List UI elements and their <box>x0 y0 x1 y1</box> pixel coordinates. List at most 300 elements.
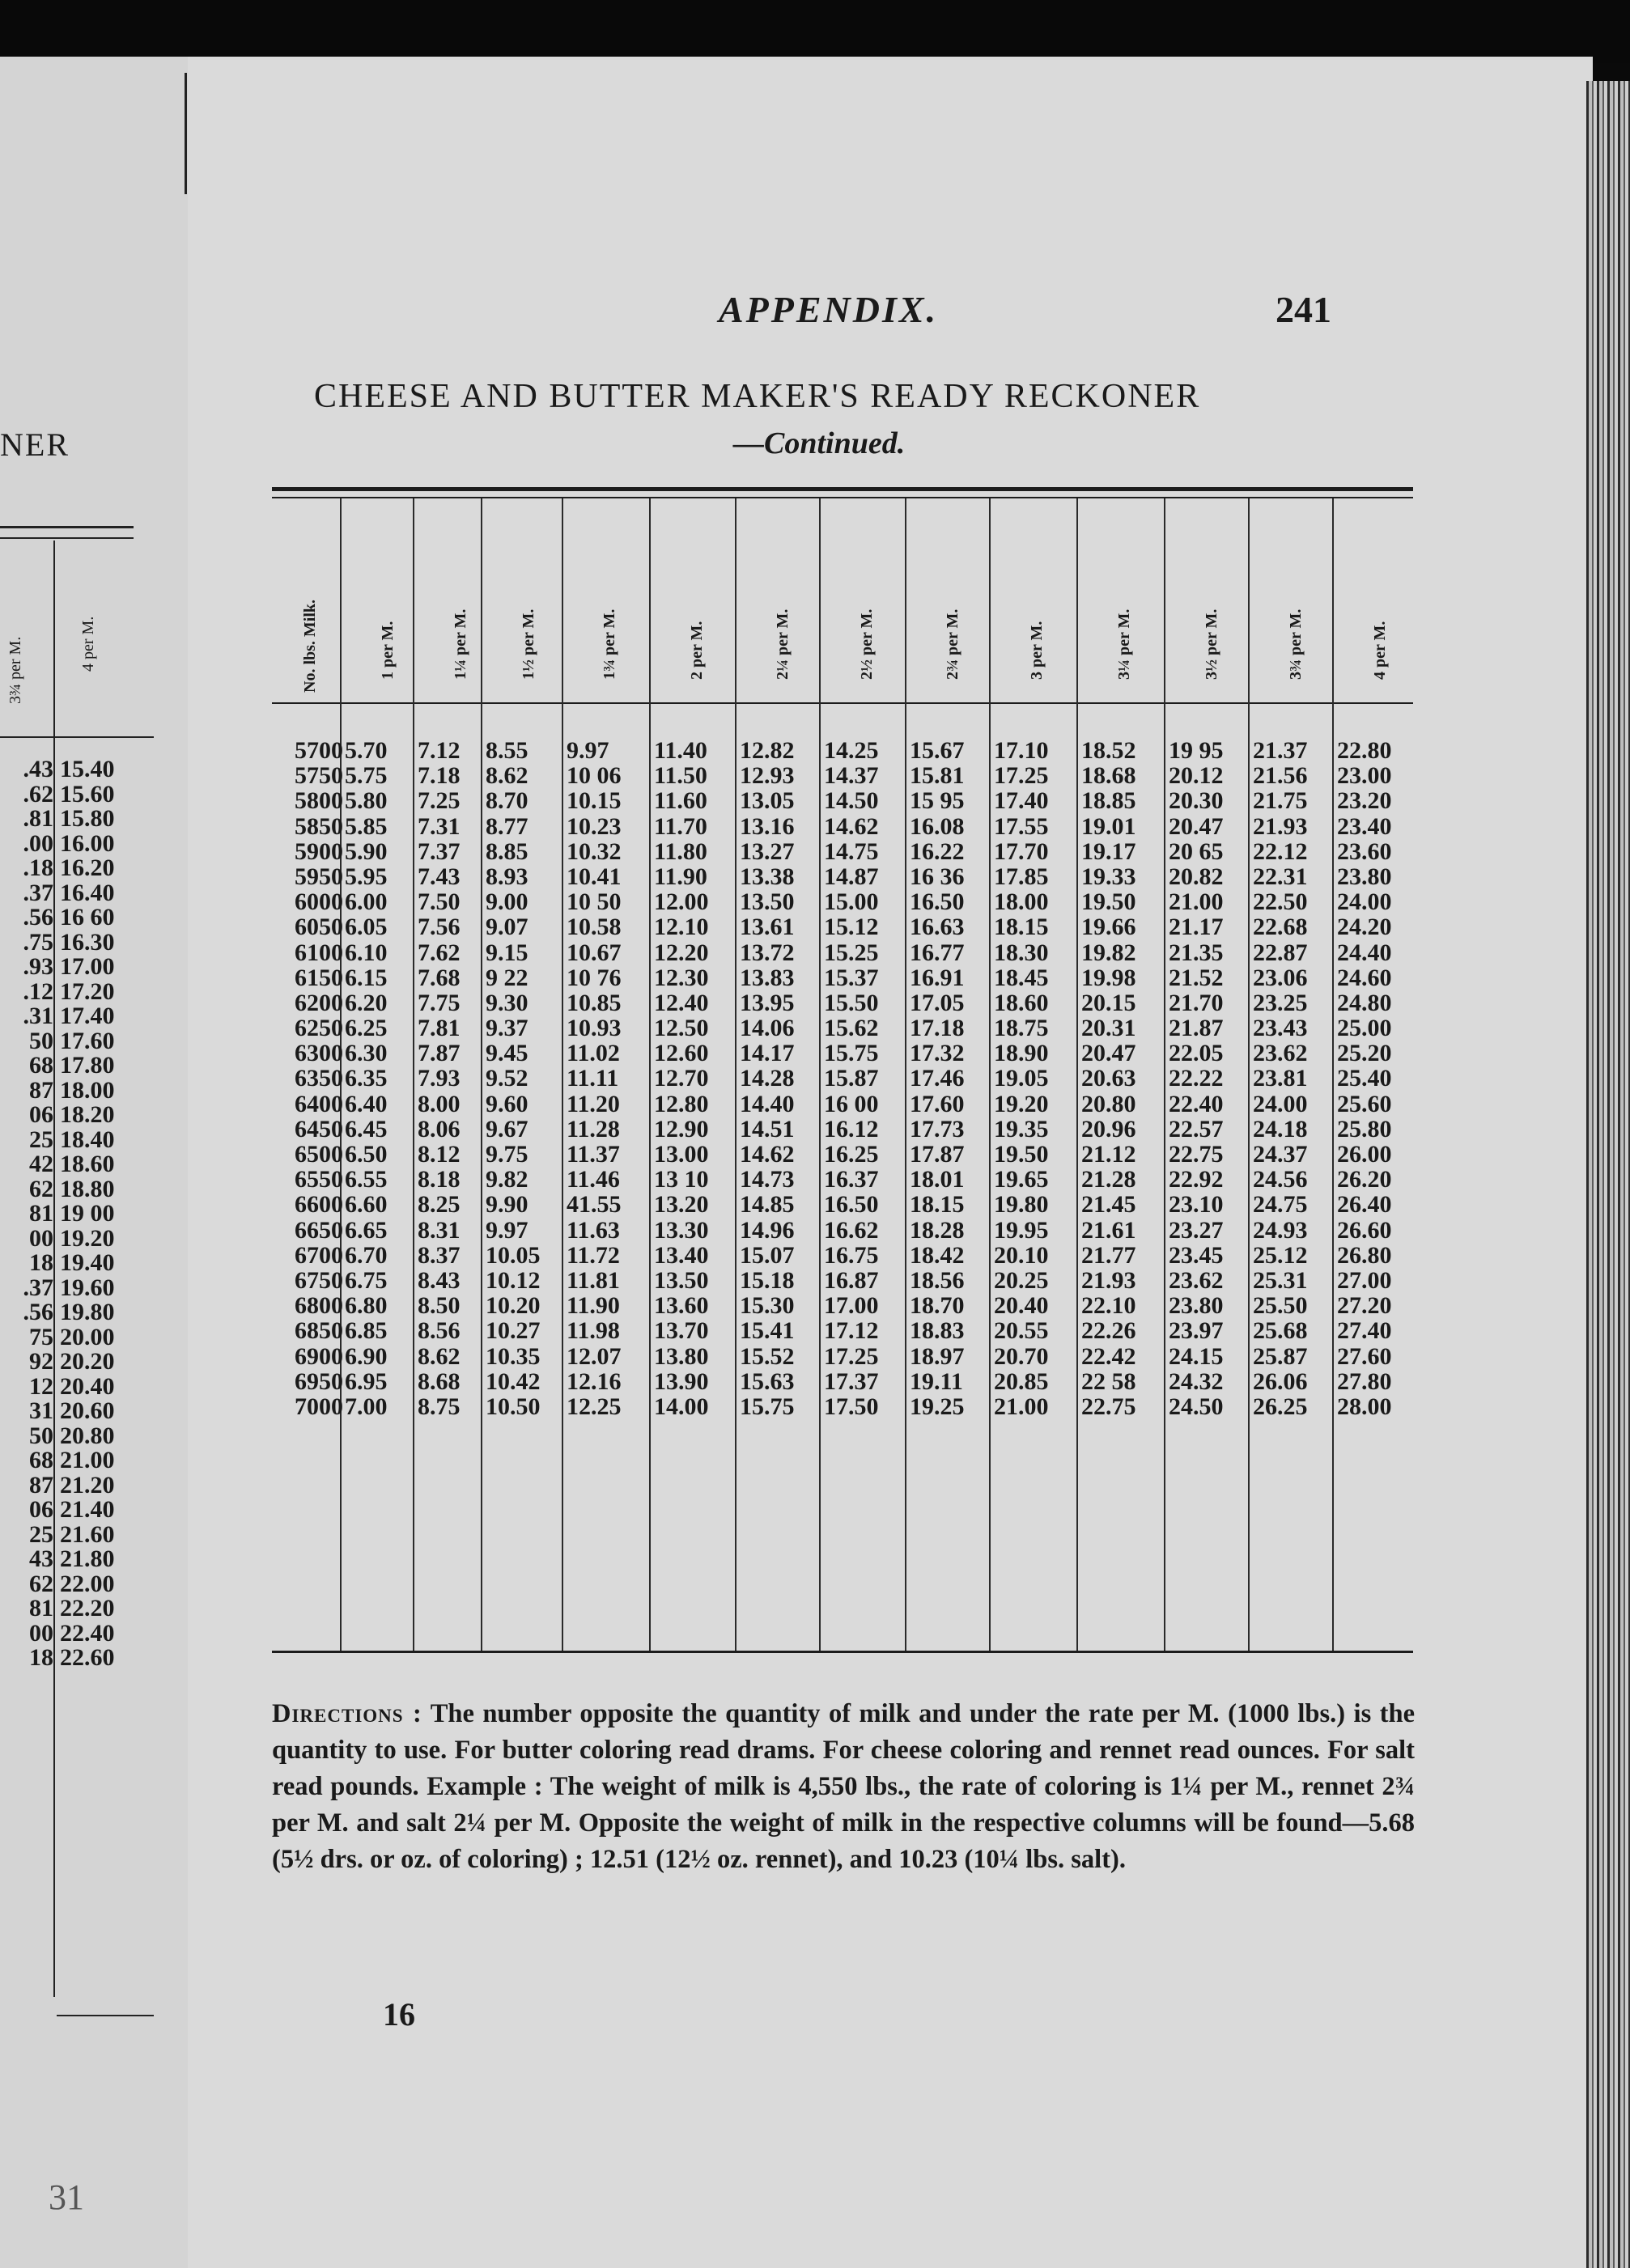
table-cell: 18.00 <box>994 888 1049 916</box>
table-cell: 11.72 <box>567 1241 620 1269</box>
column-header: 2¼ per M. <box>774 608 792 680</box>
table-cell: 13.40 <box>654 1241 709 1269</box>
table-cell: 23.25 <box>1253 989 1308 1016</box>
table-cell: 19.35 <box>994 1115 1049 1142</box>
table-cell: 13.50 <box>740 888 795 916</box>
table-cell: 20.10 <box>994 1241 1049 1269</box>
table-cell: 12.16 <box>567 1367 622 1395</box>
left-page-cell: 50 <box>29 1027 53 1054</box>
table-cell: 5900 <box>295 837 343 865</box>
column-header: No. lbs. Milk. <box>301 599 319 693</box>
table-cell: 18.15 <box>910 1191 965 1219</box>
left-page-cell: 17.20 <box>60 977 115 1005</box>
table-cell: 6.85 <box>345 1317 388 1345</box>
directions-lead: Directions : <box>272 1699 422 1728</box>
table-cell: 23.27 <box>1169 1216 1224 1244</box>
left-page-cell: 12 <box>29 1372 53 1400</box>
table-cell: 25.80 <box>1337 1115 1392 1142</box>
table-cell: 6850 <box>295 1317 343 1345</box>
table-cell: 9.97 <box>486 1216 528 1244</box>
column-header: 3½ per M. <box>1203 608 1220 680</box>
table-cell: 8.55 <box>486 737 528 764</box>
left-page-cell: 20.20 <box>60 1348 115 1375</box>
table-cell: 17.25 <box>824 1342 879 1370</box>
table-cell: 10.12 <box>486 1266 541 1294</box>
table-column-c3h <box>1169 738 1250 1419</box>
table-cell: 18.45 <box>994 964 1049 991</box>
table-cell: 23.97 <box>1169 1317 1224 1345</box>
table-cell: 5.80 <box>345 787 388 815</box>
table-column-c2q <box>740 738 822 1419</box>
table-cell: 6.00 <box>345 888 388 916</box>
table-cell: 18.52 <box>1081 737 1136 764</box>
table-cell: 27.00 <box>1337 1266 1392 1294</box>
table-cell: 6.70 <box>345 1241 388 1269</box>
table-cell: 22.75 <box>1081 1393 1136 1420</box>
left-page-cell: 81 <box>29 1200 53 1227</box>
left-page-column-b <box>60 757 165 1671</box>
table-cell: 22.05 <box>1169 1040 1224 1067</box>
table-cell: 9.52 <box>486 1065 528 1092</box>
table-cell: 6700 <box>295 1241 343 1269</box>
table-cell: 16.50 <box>910 888 965 916</box>
table-cell: 5.90 <box>345 837 388 865</box>
table-cell: 25.31 <box>1253 1266 1308 1294</box>
table-cell: 21.77 <box>1081 1241 1136 1269</box>
table-cell: 16.62 <box>824 1216 879 1244</box>
table-cell: 16.08 <box>910 812 965 840</box>
table-cell: 26.25 <box>1253 1393 1308 1420</box>
left-page-cell: 17.60 <box>60 1027 115 1054</box>
left-page-column-rule <box>53 541 55 1997</box>
table-cell: 9.97 <box>567 737 609 764</box>
table-cell: 6.35 <box>345 1065 388 1092</box>
left-page-mark: 31 <box>49 2177 84 2217</box>
table-cell: 9.82 <box>486 1166 528 1193</box>
table-cell: 27.20 <box>1337 1292 1392 1320</box>
table-cell: 6.30 <box>345 1040 388 1067</box>
table-cell: 19.05 <box>994 1065 1049 1092</box>
left-page-cell: 18 <box>29 1644 53 1671</box>
table-cell: 12.82 <box>740 737 795 764</box>
table-cell: 14.37 <box>824 762 879 790</box>
table-cell: 18.42 <box>910 1241 965 1269</box>
left-page-cell: 00 <box>29 1619 53 1647</box>
table-cell: 13.27 <box>740 837 795 865</box>
left-page-cell: 68 <box>29 1052 53 1079</box>
table-cell: 19.80 <box>994 1191 1049 1219</box>
table-cell: 24.15 <box>1169 1342 1224 1370</box>
table-column-c4 <box>1337 738 1410 1419</box>
table-cell: 10.20 <box>486 1292 541 1320</box>
table-cell: 15.37 <box>824 964 879 991</box>
table-cell: 24.50 <box>1169 1393 1224 1420</box>
table-cell: 7.62 <box>418 939 461 966</box>
table-cell: 28.00 <box>1337 1393 1392 1420</box>
table-cell: 11.40 <box>654 737 707 764</box>
table-cell: 6.50 <box>345 1141 388 1168</box>
left-col-header-b: 4 per M. <box>79 616 97 672</box>
left-page-cell: .12 <box>23 977 53 1005</box>
table-cell: 9.75 <box>486 1141 528 1168</box>
directions-body: The number opposite the quantity of milk and under the rate per M. (1000 lbs.) is the quantity to use. For butter coloring read drams. For cheese coloring and rennet read ounces. For salt read pounds. Example : The weight of milk is 4,550 lbs., the rate of coloring is 1¼ per M., rennet 2¾ per M. and salt 2¼ per M. Opposite the weight of milk in the respective columns will be found—5.68 (5½ drs. or oz. of coloring) ; 12.51 (12½ oz. rennet), and 10.23 (10¼ lbs. salt). <box>272 1699 1415 1874</box>
left-page-cell: 19 00 <box>60 1200 115 1227</box>
table-cell: 23.45 <box>1169 1241 1224 1269</box>
table-cell: 5.75 <box>345 762 388 790</box>
table-column-c1q <box>418 738 482 1419</box>
table-cell: 14.28 <box>740 1065 795 1092</box>
table-cell: 23.80 <box>1337 863 1392 890</box>
left-page-cell: 21.20 <box>60 1471 115 1499</box>
left-page-cell: 19.20 <box>60 1224 115 1252</box>
table-cell: 22.68 <box>1253 914 1308 941</box>
table-cell: 20.82 <box>1169 863 1224 890</box>
table-cell: 6750 <box>295 1266 343 1294</box>
table-cell: 17.12 <box>824 1317 879 1345</box>
left-page-cell: .56 <box>23 904 53 931</box>
table-cell: 11.60 <box>654 787 707 815</box>
table-cell: 22.22 <box>1169 1065 1224 1092</box>
table-cell: 17.25 <box>994 762 1049 790</box>
table-cell: 14.75 <box>824 837 879 865</box>
left-page-cell: 19.60 <box>60 1274 115 1301</box>
table-cell: 16.37 <box>824 1166 879 1193</box>
table-cell: 25.60 <box>1337 1090 1392 1117</box>
left-page-cell: 16.00 <box>60 829 115 857</box>
table-cell: 8.06 <box>418 1115 461 1142</box>
table-cell: 24.32 <box>1169 1367 1224 1395</box>
table-cell: 15.81 <box>910 762 965 790</box>
table-cell: 6050 <box>295 914 343 941</box>
table-cell: 24.00 <box>1337 888 1392 916</box>
table-cell: 9.30 <box>486 989 528 1016</box>
left-page-cell: 15.40 <box>60 756 115 782</box>
table-cell: 10 50 <box>567 888 622 916</box>
table-cell: 22.42 <box>1081 1342 1136 1370</box>
page-number: 241 <box>1276 289 1331 330</box>
table-cell: 24.56 <box>1253 1166 1308 1193</box>
table-cell: 11.80 <box>654 837 707 865</box>
table-cell: 13.83 <box>740 964 795 991</box>
table-cell: 10.35 <box>486 1342 541 1370</box>
table-cell: 5950 <box>295 863 343 890</box>
table-cell: 14.25 <box>824 737 879 764</box>
left-page-cell: .62 <box>23 780 53 808</box>
left-page-cell: .37 <box>23 1274 53 1301</box>
table-cell: 7.87 <box>418 1040 461 1067</box>
table-cell: 11.46 <box>567 1166 620 1193</box>
table-cell: 22 58 <box>1081 1367 1136 1395</box>
table-cell: 24.00 <box>1253 1090 1308 1117</box>
left-page-cell: 92 <box>29 1348 53 1375</box>
left-page-cell: 43 <box>29 1545 53 1572</box>
table-cell: 10.50 <box>486 1393 541 1420</box>
table-cell: 10.58 <box>567 914 622 941</box>
table-cell: 22.31 <box>1253 863 1308 890</box>
table-cell: 24.40 <box>1337 939 1392 966</box>
column-header: 1½ per M. <box>520 608 537 680</box>
table-cell: 21.17 <box>1169 914 1224 941</box>
left-page-cell: 21.60 <box>60 1520 115 1548</box>
table-cell: 7.00 <box>345 1393 388 1420</box>
table-cell: 5850 <box>295 812 343 840</box>
left-page-cell: 17.00 <box>60 953 115 980</box>
table-cell: 6.25 <box>345 1015 388 1042</box>
table-cell: 26.00 <box>1337 1141 1392 1168</box>
table-cell: 10.85 <box>567 989 622 1016</box>
left-page-cell: .43 <box>23 756 53 782</box>
table-cell: 24.18 <box>1253 1115 1308 1142</box>
table-cell: 22.10 <box>1081 1292 1136 1320</box>
table-cell: 23.40 <box>1337 812 1392 840</box>
table-cell: 16.12 <box>824 1115 879 1142</box>
table-subtitle: —Continued. <box>733 426 906 460</box>
table-cell: 13.95 <box>740 989 795 1016</box>
table-cell: 13.30 <box>654 1216 709 1244</box>
table-cell: 18.60 <box>994 989 1049 1016</box>
table-cell: 11.20 <box>567 1090 620 1117</box>
table-cell: 20.55 <box>994 1317 1049 1345</box>
table-cell: 18.75 <box>994 1015 1049 1042</box>
table-cell: 6.90 <box>345 1342 388 1370</box>
left-page-cell: .56 <box>23 1299 53 1325</box>
table-cell: 21.35 <box>1169 939 1224 966</box>
left-page-cell: 62 <box>29 1175 53 1202</box>
table-cell: 20.30 <box>1169 787 1224 815</box>
table-cell: 6.05 <box>345 914 388 941</box>
left-page-cell: 15.60 <box>60 780 115 808</box>
table-cell: 17.73 <box>910 1115 965 1142</box>
table-cell: 20.25 <box>994 1266 1049 1294</box>
left-page-cell: 18.60 <box>60 1151 115 1177</box>
table-cell: 20.40 <box>994 1292 1049 1320</box>
table-cell: 11.63 <box>567 1216 620 1244</box>
column-header: 2 per M. <box>688 621 706 680</box>
table-cell: 5.85 <box>345 812 388 840</box>
table-cell: 14.00 <box>654 1393 709 1420</box>
table-cell: 6200 <box>295 989 343 1016</box>
table-cell: 6.15 <box>345 964 388 991</box>
table-cell: 10 76 <box>567 964 622 991</box>
table-cell: 17.32 <box>910 1040 965 1067</box>
table-cell: 15.75 <box>740 1393 795 1420</box>
table-cell: 23.80 <box>1169 1292 1224 1320</box>
table-cell: 19.11 <box>910 1367 963 1395</box>
left-page-cell: 21.40 <box>60 1496 115 1523</box>
left-page-cell: 75 <box>29 1323 53 1350</box>
table-cell: 17.87 <box>910 1141 965 1168</box>
table-cell: 13.50 <box>654 1266 709 1294</box>
table-cell: 26.80 <box>1337 1241 1392 1269</box>
table-cell: 14.06 <box>740 1015 795 1042</box>
table-cell: 19.01 <box>1081 812 1136 840</box>
table-cell: 8.62 <box>418 1342 461 1370</box>
table-cell: 11.90 <box>567 1292 620 1320</box>
table-cell: 8.77 <box>486 812 528 840</box>
left-page-cell: 20.00 <box>60 1323 115 1350</box>
table-cell: 19 95 <box>1169 737 1224 764</box>
left-page-cell: 17.40 <box>60 1003 115 1029</box>
table-column-c2t <box>910 738 992 1419</box>
table-cell: 18.15 <box>994 914 1049 941</box>
left-page-cell: 50 <box>29 1422 53 1449</box>
table-cell: 16.77 <box>910 939 965 966</box>
table-cell: 7.75 <box>418 989 461 1016</box>
left-col-header-a: 3¾ per M. <box>6 636 24 704</box>
left-page-cell: 20.40 <box>60 1372 115 1400</box>
table-cell: 23.10 <box>1169 1191 1224 1219</box>
table-cell: 8.18 <box>418 1166 461 1193</box>
table-cell: 13.80 <box>654 1342 709 1370</box>
table-cell: 14.62 <box>824 812 879 840</box>
table-cell: 8.25 <box>418 1191 461 1219</box>
table-cell: 8.70 <box>486 787 528 815</box>
table-cell: 26.20 <box>1337 1166 1392 1193</box>
table-cell: 23.62 <box>1253 1040 1308 1067</box>
table-cell: 12.07 <box>567 1342 622 1370</box>
table-cell: 5.70 <box>345 737 388 764</box>
left-page-cell: 81 <box>29 1595 53 1622</box>
table-cell: 15.30 <box>740 1292 795 1320</box>
left-page-cell: 16 60 <box>60 904 115 931</box>
running-header: APPENDIX. <box>719 289 939 330</box>
column-rule <box>735 498 736 1651</box>
table-cell: 18.28 <box>910 1216 965 1244</box>
left-page-cell: 16.20 <box>60 854 115 881</box>
signature-mark: 16 <box>383 1996 415 2033</box>
table-cell: 22.50 <box>1253 888 1308 916</box>
left-page-cell: 22.60 <box>60 1644 115 1671</box>
table-cell: 17.18 <box>910 1015 965 1042</box>
table-cell: 17.10 <box>994 737 1049 764</box>
book-page-edges <box>1586 81 1630 2268</box>
table-cell: 22.92 <box>1169 1166 1224 1193</box>
table-cell: 10.27 <box>486 1317 541 1345</box>
table-cell: 19.66 <box>1081 914 1136 941</box>
table-cell: 17.46 <box>910 1065 965 1092</box>
table-cell: 17.50 <box>824 1393 879 1420</box>
directions-paragraph <box>272 1696 1415 1878</box>
table-cell: 7.12 <box>418 737 461 764</box>
table-cell: 11.28 <box>567 1115 620 1142</box>
table-cell: 23.43 <box>1253 1015 1308 1042</box>
table-top-rule-thin <box>272 497 1413 498</box>
left-page-cell: 21.80 <box>60 1545 115 1572</box>
table-cell: 8.68 <box>418 1367 461 1395</box>
table-cell: 7.56 <box>418 914 461 941</box>
table-cell: 5.95 <box>345 863 388 890</box>
table-cell: 17.70 <box>994 837 1049 865</box>
table-cell: 7.81 <box>418 1015 461 1042</box>
table-cell: 6650 <box>295 1216 343 1244</box>
table-cell: 22.26 <box>1081 1317 1136 1345</box>
left-page-rule <box>0 526 134 528</box>
left-page-cell: 17.80 <box>60 1052 115 1079</box>
left-page-title-fragment: NER <box>0 426 70 463</box>
table-cell: 23.62 <box>1169 1266 1224 1294</box>
scan-top-border <box>0 0 1630 63</box>
table-cell: 26.60 <box>1337 1216 1392 1244</box>
table-cell: 12.20 <box>654 939 709 966</box>
left-page-cell: 31 <box>29 1397 53 1424</box>
table-cell: 15.12 <box>824 914 879 941</box>
table-cell: 6.80 <box>345 1292 388 1320</box>
table-cell: 6400 <box>295 1090 343 1117</box>
left-page-cell: 06 <box>29 1496 53 1523</box>
table-cell: 19.50 <box>1081 888 1136 916</box>
table-cell: 6100 <box>295 939 343 966</box>
column-header: 3¼ per M. <box>1115 608 1133 680</box>
table-cell: 9.07 <box>486 914 528 941</box>
left-page <box>0 57 190 2268</box>
table-cell: 8.75 <box>418 1393 461 1420</box>
table-cell: 12.80 <box>654 1090 709 1117</box>
left-page-cell: 19.40 <box>60 1249 115 1276</box>
table-cell: 9.37 <box>486 1015 528 1042</box>
table-column-c1 <box>345 738 414 1419</box>
table-cell: 16.87 <box>824 1266 879 1294</box>
table-column-c2h <box>824 738 906 1419</box>
left-page-cell: 16.30 <box>60 928 115 956</box>
table-cell: 7.93 <box>418 1065 461 1092</box>
column-header: 3 per M. <box>1028 621 1046 680</box>
left-page-rule <box>0 736 154 738</box>
table-cell: 15 95 <box>910 787 965 815</box>
page-gutter <box>185 73 187 194</box>
table-cell: 9.60 <box>486 1090 528 1117</box>
table-cell: 23.20 <box>1337 787 1392 815</box>
table-cell: 7.37 <box>418 837 461 865</box>
left-page-cell: 15.80 <box>60 805 115 832</box>
table-cell: 15.00 <box>824 888 879 916</box>
table-cell: 12.00 <box>654 888 709 916</box>
left-page-cell: 06 <box>29 1101 53 1128</box>
table-cell: 27.80 <box>1337 1367 1392 1395</box>
table-cell: 15.50 <box>824 989 879 1016</box>
table-cell: 21.93 <box>1253 812 1308 840</box>
table-cell: 18.85 <box>1081 787 1136 815</box>
table-cell: 17.00 <box>824 1292 879 1320</box>
table-cell: 18.90 <box>994 1040 1049 1067</box>
table-cell: 22.80 <box>1337 737 1392 764</box>
table-column-c1h <box>486 738 563 1419</box>
column-header: 2¾ per M. <box>944 608 961 680</box>
table-cell: 14.17 <box>740 1040 795 1067</box>
table-cell: 21.00 <box>994 1393 1049 1420</box>
column-header: 4 per M. <box>1371 621 1389 680</box>
table-cell: 19.50 <box>994 1141 1049 1168</box>
table-cell: 12.30 <box>654 964 709 991</box>
table-cell: 9.15 <box>486 939 528 966</box>
table-cell: 15.87 <box>824 1065 879 1092</box>
left-page-cell: 20.80 <box>60 1422 115 1449</box>
table-cell: 6.20 <box>345 989 388 1016</box>
table-cell: 17.40 <box>994 787 1049 815</box>
table-cell: 15.63 <box>740 1367 795 1395</box>
table-cell: 11.11 <box>567 1065 619 1092</box>
table-cell: 19.98 <box>1081 964 1136 991</box>
left-page-cell: 22.20 <box>60 1595 115 1622</box>
table-cell: 12.93 <box>740 762 795 790</box>
table-cell: 8.37 <box>418 1241 461 1269</box>
table-cell: 11.37 <box>567 1141 620 1168</box>
table-cell: 13.38 <box>740 863 795 890</box>
table-cell: 24.93 <box>1253 1216 1308 1244</box>
column-header: 1¼ per M. <box>452 608 469 680</box>
table-cell: 22.12 <box>1253 837 1308 865</box>
table-cell: 14.50 <box>824 787 879 815</box>
left-page-cell: .81 <box>23 805 53 832</box>
